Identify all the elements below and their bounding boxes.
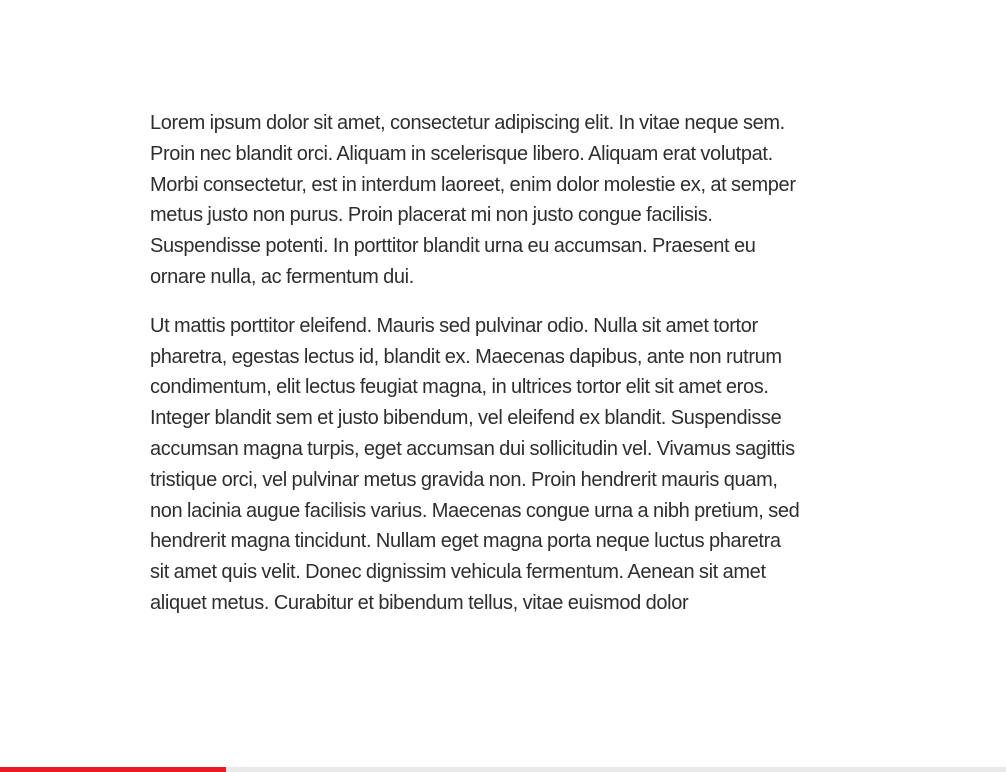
reading-progress-fill [0, 767, 226, 772]
article-body [150, 108, 800, 637]
article-paragraph: Ut mattis porttitor eleifend. Mauris sed pulvinar odio. Nulla sit amet tortor pharetra, egestas lectus id, blandit ex. Maecenas dapibus, ante non rutrum condimentum, elit lectus feugiat magna, in ultrices tortor elit sit amet eros. Integer blandit sem et justo bibendum, vel eleifend ex blandit. Suspendisse accumsan magna turpis, eget accumsan dui sollicitudin vel. Vivamus sagittis tristique orci, vel pulvinar metus gravida non. Proin hendrerit mauris quam, non lacinia augue facilisis varius. Maecenas congue urna a nibh pretium, sed hendrerit magna tincidunt. Nullam eget magna porta neque luctus pharetra sit amet quis velit. Donec dignissim vehicula fermentum. Aenean sit amet aliquet metus. Curabitur et bibendum tellus, vitae euismod dolor [150, 314, 800, 614]
article-paragraph: Lorem ipsum dolor sit amet, consectetur adipiscing elit. In vitae neque sem. Proin nec blandit orci. Aliquam in scelerisque libero. Aliquam erat volutpat. Morbi consectetur, est in interdum laoreet, enim dolor molestie ex, at semper metus justo non purus. Proin placerat mi non justo congue facilisis. Suspendisse potenti. In porttitor blandit urna eu accumsan. Praesent eu ornare nulla, ac fermentum dui. [150, 112, 796, 288]
reading-progress-bar [0, 767, 1006, 772]
